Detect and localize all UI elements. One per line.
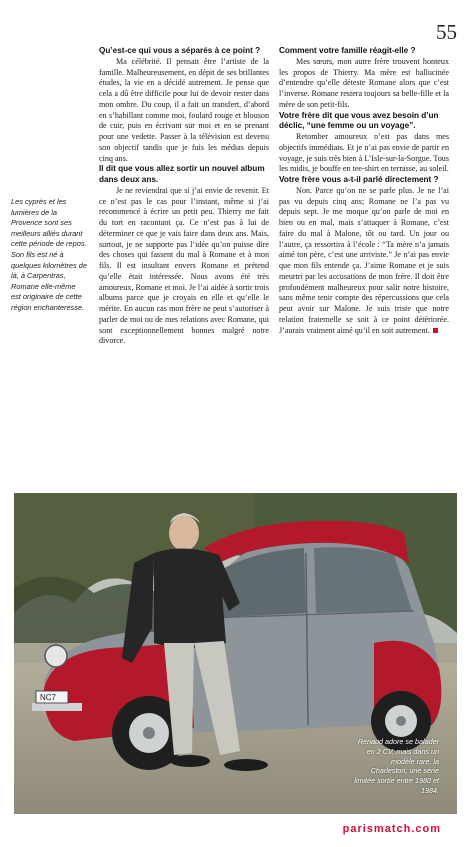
photo-caption: Renaud adore se balader en 2 CV, mais dans un modèle rare, la Charleston, une série limitée sortie entre 1980 et 1984. [354,737,439,795]
question-text: Votre frère vous a-t-il parlé directement ? [279,175,439,184]
answer-text [279,186,449,337]
answer-text: Mes sœurs, mon autre frère trouvent honteux les propos de Thierry. Ma mère est hallucinée d’entendre qu’elle déteste Romane alors que c’est l’inverse. Romane restera toujours sa belle-fille et la mère de son petit-fils. [279,56,449,109]
end-mark-icon [433,328,438,333]
answer-text: Retomber amoureux n’est pas dans mes objectifs immédiats. Et je n’ai pas envie de partir en voyage, je suis très bien à L’Isle-sur-la-Sorgue. Tous les midis, je bouffe en tee-shirt en terrasse, au soleil. [279,132,449,174]
answer-text: Je ne reviendrai que si j’ai envie de revenir. Et ce n’est pas le cas pour l’instant, même si j’ai recommencé à écrire un petit peu. Thierry me fait du tort en racontant ça. Ce n’est pas à lui de déterminer ce que je vais faire dans deux ans. Mais, surtout, je ne supporte pas l’idée qu’on puisse dire des choses qui fassent du mal à Romane et à mon fils. Il est insultant envers Romane et prétend qu’elle était intéressée. Nous avons été très amoureux, Romane et moi. Je l’ai aidée à sortir trois albums parce que je croyais en elle et qu’elle le mérite. En aucun cas mon frère ne peut s’autoriser à parler de moi ou de mes relations avec Romane, qui sont exceptionnellement bonnes malgré notre divorce. [99,185,269,346]
answer-final-text: Non. Parce qu’on ne se parle plus. Je ne l’ai pas vu depuis cinq ans; Romane ne l’a pas vu depuis sept. Je me moque qu’on parle de moi en bien ou en mal, mais s’attaquer à Romane, c’est faire du mal à Malone, tôt ou tard. Un jour ou l’autre, ça ressortira à l’école : “Ta mère n’a jamais aimé ton père, c’est une arriviste.” Je n’ai pas envie que mon fils entende ça. J’aime Romane et je suis meurtri par les accusations de mon frère. Il doit être profondément malheureux pour salir notre histoire, sans même tenir compte des répercussions que cela peut avoir sur Malone. Je suis triste que notre relation fraternelle se soit à ce point détériorée. J’aurais vraiment aimé qu’il en soit autrement. [279,185,449,335]
article-column-right [279,46,449,336]
article-column-left [99,46,269,347]
question-text: Il dit que vous allez sortir un nouvel album dans deux ans. [99,164,265,184]
page-number: 55 [436,20,457,44]
answer-text: Ma célébrité. Il pensait être l’artiste de la famille. Malheureusement, en dépit de ses brillantes études, la vie en a décidé autrement. Je pense que cela a dû être difficile pour lui de devoir rester dans mon ombre. Du coup, il a fait un transfert, d’abord en s’habillant comme moi, foulard rouge et blouson de cuir, puis en écrivant sur moi et en se prenant pour une vedette. Passer à la télévision est devenu son objectif tandis que je fuis les médias depuis cinq ans. [99,56,269,163]
question-text: Votre frère dit que vous avez besoin d’un déclic, “une femme ou un voyage”. [279,110,439,131]
question-text: Comment votre famille réagit-elle ? [279,46,416,55]
side-caption: Les cyprès et les lumières de la Provence sont ses meilleurs alliés durant cette période de repos. Son fils est né à quelques kilomètres de là, à Carpentras, Romane elle-même est originaire de cette région enchanteresse. [11,197,88,312]
license-plate: NC7 [40,693,57,702]
footer-url[interactable]: parismatch.com [342,823,441,835]
question-text: Qu’est-ce qui vous a séparés à ce point ? [99,46,261,55]
